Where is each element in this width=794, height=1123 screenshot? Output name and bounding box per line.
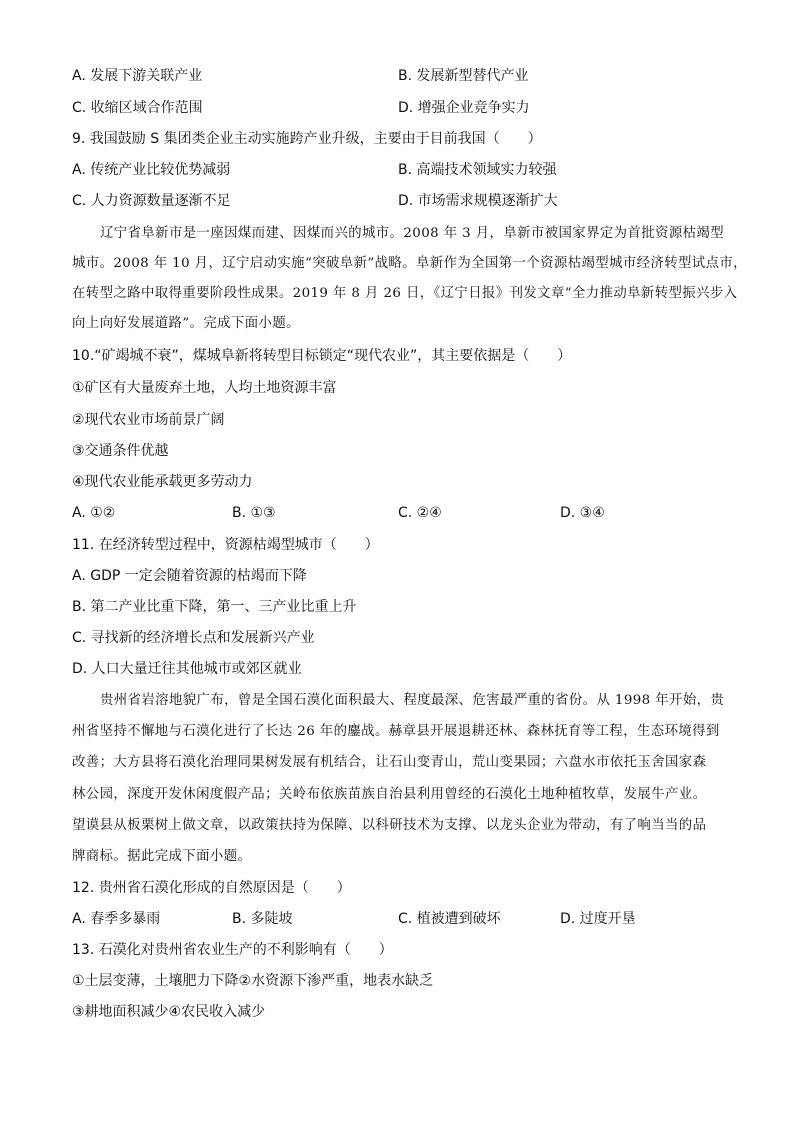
q10-stem: 10.“矿竭城不衰”，煤城阜新将转型目标锁定“现代农业”，其主要依据是（ ） xyxy=(72,348,572,364)
passage1-line: 城市。2008 年 10 月，辽宁启动实施“突破阜新”战略。阜新作为全国第一个资源枯竭型城市经济转型试点市， xyxy=(72,256,747,271)
q9-option-a: A. 传统产业比较优势减弱 xyxy=(72,162,231,178)
passage2-line: 林公园，深度开发休闲度假产品；关岭布依族苗族自治县利用曾经的石漠化土地种植牧草，发展牛产业。 xyxy=(72,787,707,802)
q8-option-b: B. 发展新型替代产业 xyxy=(398,68,529,84)
q8-option-d: D. 增强企业竞争实力 xyxy=(398,100,530,116)
passage2-line: 牌商标。据此完成下面小题。 xyxy=(72,849,252,864)
q11-option-b: B. 第二产业比重下降，第一、三产业比重上升 xyxy=(72,599,357,615)
q10-option-b: B. ①③ xyxy=(232,505,276,521)
q10-item: ③交通条件优越 xyxy=(72,443,169,459)
passage1-line: 向上向好发展道路”。完成下面小题。 xyxy=(72,316,300,331)
passage2-line: 望谟县从板栗树上做文章，以政策扶持为保障、以科研技术为支撑、以龙头企业为带动，有了响当当的品 xyxy=(72,818,707,833)
q11-option-c: C. 寻找新的经济增长点和发展新兴产业 xyxy=(72,630,315,646)
q12-option-b: B. 多陡坡 xyxy=(232,911,293,927)
q12-stem: 12. 贵州省石漠化形成的自然原因是（ ） xyxy=(72,880,351,896)
q12-option-d: D. 过度开垦 xyxy=(560,911,636,927)
q9-option-c: C. 人力资源数量逐渐不足 xyxy=(72,193,231,209)
q10-item: ①矿区有大量废弃土地，人均土地资源丰富 xyxy=(72,380,337,396)
q8-option-c: C. 收缩区域合作范围 xyxy=(72,100,203,116)
q13-item-line: ③耕地面积减少④农民收入减少 xyxy=(72,1004,266,1020)
q11-option-a: A. GDP 一定会随着资源的枯竭而下降 xyxy=(72,568,307,584)
q11-stem: 11. 在经济转型过程中，资源枯竭型城市（ ） xyxy=(72,537,379,553)
q13-stem: 13. 石漠化对贵州省农业生产的不利影响有（ ） xyxy=(72,942,393,958)
q11-option-d: D. 人口大量迁往其他城市或郊区就业 xyxy=(72,661,302,677)
q12-option-c: C. 植被遭到破坏 xyxy=(398,911,501,927)
q8-option-a: A. 发展下游关联产业 xyxy=(72,68,203,84)
q10-option-a: A. ①② xyxy=(72,505,116,521)
q9-option-d: D. 市场需求规模逐渐扩大 xyxy=(398,193,558,209)
q10-item: ④现代农业能承载更多劳动力 xyxy=(72,474,253,490)
q9-option-b: B. 高端技术领域实力较强 xyxy=(398,162,557,178)
q9-stem: 9. 我国鼓励 S 集团类企业主动实施跨产业升级，主要由于目前我国（ ） xyxy=(72,131,542,147)
q12-option-a: A. 春季多暴雨 xyxy=(72,911,161,927)
passage2-line: 改善；大方县将石漠化治理同果树发展有机结合，让石山变青山，荒山变果园；六盘水市依托玉舍国家森 xyxy=(72,755,707,770)
q10-option-d: D. ③④ xyxy=(560,505,605,521)
passage1-line: 辽宁省阜新市是一座因煤而建、因煤而兴的城市。2008 年 3 月，阜新市被国家界定为首批资源枯竭型 xyxy=(100,226,724,241)
q13-item-line: ①土层变薄，土壤肥力下降②水资源下渗严重，地表水缺乏 xyxy=(72,973,434,989)
passage2-line: 贵州省岩溶地貌广布，曾是全国石漠化面积最大、程度最深、危害最严重的省份。从 1998 年开始，贵 xyxy=(100,693,725,708)
q10-option-c: C. ②④ xyxy=(398,505,442,521)
passage2-line: 州省坚持不懈地与石漠化进行了长达 26 年的鏖战。赫章县开展退耕还林、森林抚育等工程，生态环境得到 xyxy=(72,724,720,739)
passage1-line: 在转型之路中取得重要阶段性成果。2019 年 8 月 26 日，《辽宁日报》刊发文章“全力推动阜新转型振兴步入 xyxy=(72,286,738,301)
q10-item: ②现代农业市场前景广阔 xyxy=(72,412,225,428)
